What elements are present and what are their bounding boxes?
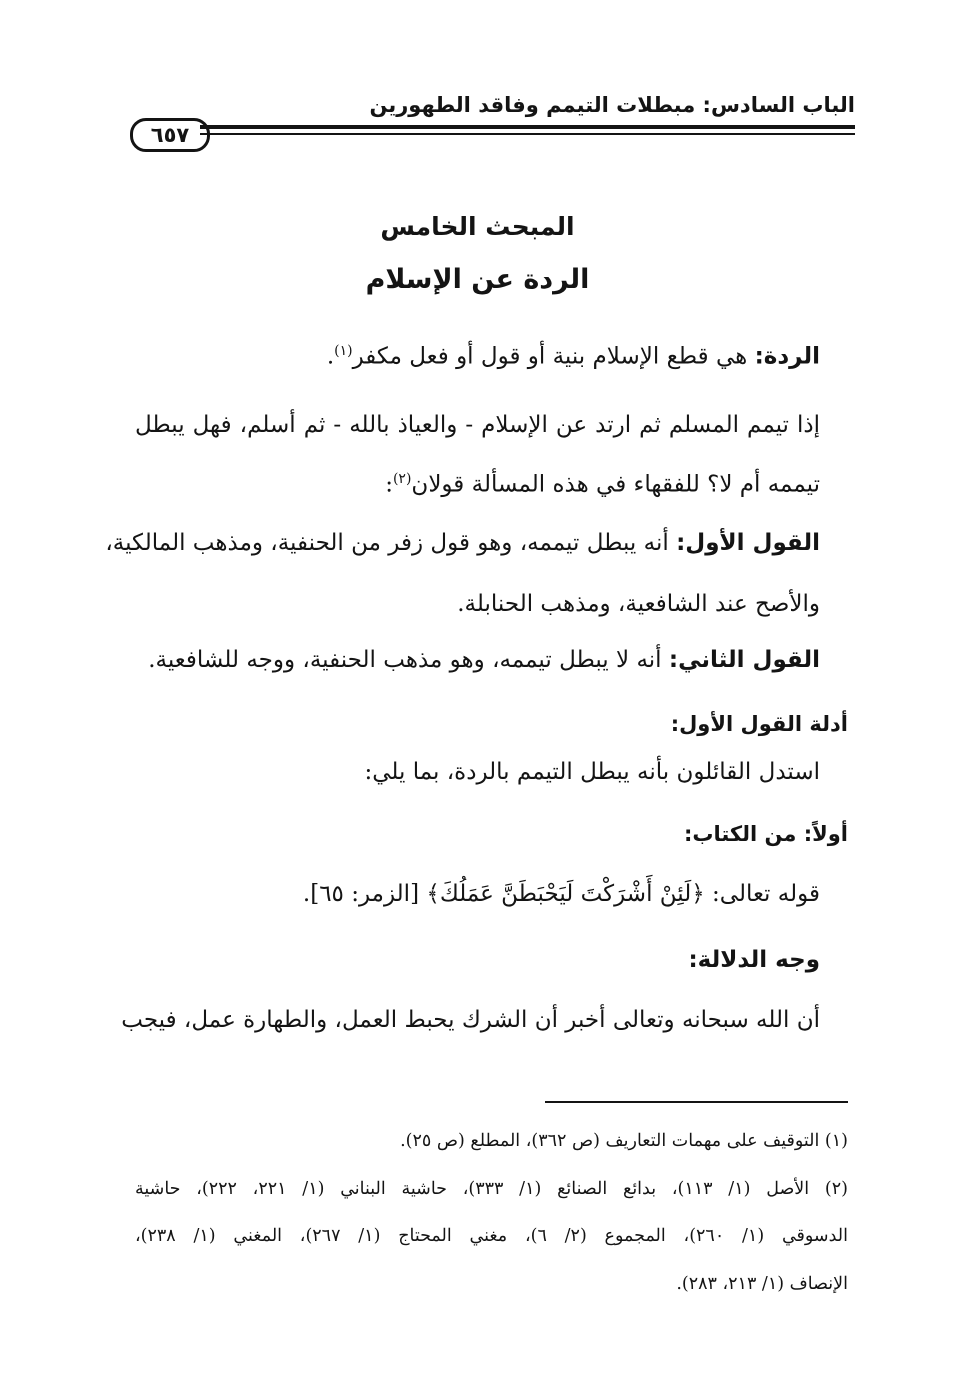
definition-label: الردة: <box>754 343 820 370</box>
definition-end: . <box>326 343 335 370</box>
opinion2-line <box>148 647 820 673</box>
verse-intro: قوله تعالى: <box>704 881 820 907</box>
running-title: الباب السادس: مبطلات التيمم وفاقد الطهورين <box>369 93 855 117</box>
footnote-ref-1[interactable]: (١) <box>334 343 353 359</box>
question-line-2 <box>385 471 820 498</box>
footnote-ref-2[interactable]: (٢) <box>392 471 412 487</box>
opinion1-text: أنه يبطل تيممه، وهو قول زفر من الحنفية، ومذهب المالكية، <box>105 530 677 556</box>
opinion2-label: القول الثاني: <box>668 647 820 673</box>
inference-text: أن الله سبحانه وتعالى أخبر أن الشرك يحبط العمل، والطهارة عمل، فيجب <box>121 1007 820 1033</box>
opinion1-line-2: والأصح عند الشافعية، ومذهب الحنابلة. <box>457 591 820 617</box>
opinion2-text: أنه لا يبطل تيممه، وهو مذهب الحنفية، ووجه للشافعية. <box>148 647 669 673</box>
question-line-1: إذا تيمم المسلم ثم ارتد عن الإسلام - والعياذ بالله - ثم أسلم، فهل يبطل <box>135 412 820 438</box>
inference-heading: وجه الدلالة: <box>688 947 820 973</box>
quran-verse: ﴿لَئِنْ أَشْرَكْتَ لَيَحْبَطَنَّ عَمَلُكَ﴾ <box>426 881 705 907</box>
question-end: : <box>385 471 393 498</box>
verse-line <box>303 881 820 907</box>
definition-line <box>327 343 820 370</box>
evidence-heading: أدلة القول الأول: <box>670 712 848 736</box>
footnote-1: (١) التوقيف على مهمات التعاريف (ص ٣٦٢)، المطلع (ص ٢٥). <box>400 1131 848 1151</box>
footnote-2-line-3: الإنصاف (١/ ٢١٣، ٢٨٣). <box>676 1274 848 1294</box>
page-number: ٦٥٧ <box>130 118 210 152</box>
header-rule-thin <box>200 133 855 135</box>
definition-text: هي قطع الإسلام بنية أو قول أو فعل مكفر <box>352 343 755 370</box>
footnote-separator <box>545 1101 848 1103</box>
footnote-2-line-1: (٢) الأصل (١/ ١١٣)، بدائع الصنائع (١/ ٣٣٣)، حاشية البناني (١/ ٢٢١، ٢٢٢)، حاشية <box>135 1179 848 1199</box>
question-text: تيممه أم لا؟ للفقهاء في هذه المسألة قولان <box>411 471 820 498</box>
section-title: الردة عن الإسلام <box>365 264 590 295</box>
first-evidence-heading: أولاً: من الكتاب: <box>683 822 848 846</box>
opinion1-label: القول الأول: <box>676 530 820 556</box>
verse-reference: [الزمر: ٦٥]. <box>302 881 427 907</box>
header-rule-thick <box>200 125 855 129</box>
footnote-2-line-2: الدسوقي (١/ ٢٦٠)، المجموع (٢/ ٦)، مغني المحتاج (١/ ٢٦٧)، المغني (١/ ٢٣٨)، <box>135 1226 848 1246</box>
evidence-intro: استدل القائلون بأنه يبطل التيمم بالردة، بما يلي: <box>364 759 820 785</box>
opinion1-line-1 <box>105 530 820 556</box>
section-heading: المبحث الخامس <box>380 212 575 241</box>
